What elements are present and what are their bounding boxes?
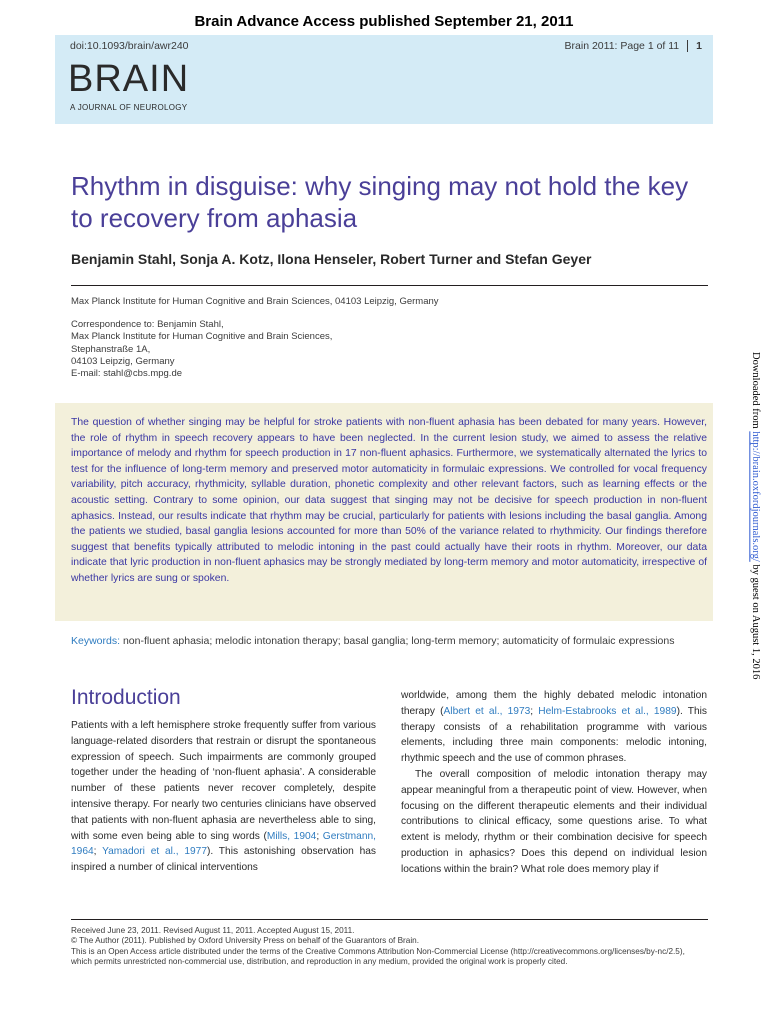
- paragraph-text: worldwide, among them the highly debated melodic intonation therapy (: [401, 690, 707, 717]
- correspondence-line: 04103 Leipzig, Germany: [71, 355, 175, 367]
- paragraph-text: Patients with a left hemisphere stroke frequently suffer from various language-related disorders that restrain or disrupt the spontaneous expression of speech. Such impairments are commonly grouped together under the heading of ‘non-fluent aphasia’. A considerable number of these patients never recover completely, despite intensive therapy. For nearly two centuries clinicians have observed that patients with non-fluent aphasia are nevertheless able to sing, with some even being able to sing words (: [71, 720, 376, 842]
- citation-link[interactable]: Mills, 1904: [266, 830, 317, 842]
- correspondence-line: Max Planck Institute for Human Cognitive and Brain Sciences,: [71, 331, 333, 343]
- keywords: [71, 635, 675, 647]
- paragraph: [71, 718, 376, 876]
- footer-line: which permits unrestricted non-commercial use, distribution, and reproduction in any medium, provided the original work is properly cited.: [71, 957, 568, 967]
- citation-link[interactable]: Yamadori et al., 1977: [102, 846, 207, 858]
- keywords-label: Keywords:: [71, 635, 121, 647]
- correspondence-line: Correspondence to: Benjamin Stahl,: [71, 319, 224, 330]
- citation-link[interactable]: Gerstmann, 1964: [71, 830, 376, 858]
- journal-logo: BRAIN: [68, 58, 190, 100]
- download-notice-text: [750, 352, 761, 679]
- footer-notes: [71, 926, 711, 968]
- correspondence-email[interactable]: E-mail: stahl@cbs.mpg.de: [71, 368, 183, 380]
- doi[interactable]: doi:10.1093/brain/awr240: [70, 40, 189, 52]
- keywords-list: non-fluent aphasia; melodic intonation therapy; basal ganglia; long-term memory; automaticity of formulaic expressions: [122, 635, 675, 647]
- introduction-heading: Introduction: [71, 686, 181, 709]
- citation-separator: ;: [316, 830, 323, 842]
- body-column-left: [71, 718, 376, 876]
- download-suffix: by guest on August 1, 2016: [750, 561, 761, 680]
- citation-link[interactable]: Albert et al., 1973: [443, 705, 531, 717]
- footer-line: Received June 23, 2011. Revised August 11, 2011. Accepted August 15, 2011.: [71, 926, 355, 935]
- correspondence: [71, 319, 332, 380]
- footer-line: © The Author (2011). Published by Oxford University Press on behalf of the Guarantors of Brain.: [71, 936, 419, 946]
- author-list: Benjamin Stahl, Sonja A. Kotz, Ilona Henseler, Robert Turner and Stefan Geyer: [71, 251, 592, 267]
- page-info-text: Brain 2011: Page 1 of 11: [564, 40, 680, 52]
- footer-divider: [71, 919, 708, 920]
- affiliation: Max Planck Institute for Human Cognitive and Brain Sciences, 04103 Leipzig, Germany: [71, 296, 439, 307]
- page-info: [565, 40, 702, 52]
- article-title: Rhythm in disguise: why singing may not hold the key to recovery from aphasia: [71, 171, 689, 233]
- divider: [71, 285, 708, 286]
- page-number: 1: [687, 40, 702, 52]
- footer-line: This is an Open Access article distributed under the terms of the Creative Commons Attribution Non-Commercial License (http://creativecommons.org/licenses/by-nc/2.5),: [71, 946, 685, 956]
- download-prefix: Downloaded from: [750, 352, 761, 432]
- journal-logo-subtitle: A JOURNAL OF NEUROLOGY: [70, 103, 188, 112]
- download-notice: [750, 352, 762, 679]
- citation-separator: ;: [530, 705, 539, 717]
- correspondence-line: Stephanstraße 1A,: [71, 343, 151, 355]
- paragraph: [401, 688, 707, 767]
- citation-link[interactable]: Helm-Estabrooks et al., 1989: [538, 705, 677, 717]
- advance-access-banner: Brain Advance Access published September 21, 2011: [194, 13, 574, 30]
- abstract-text: The question of whether singing may be helpful for stroke patients with non-fluent aphasia has been debated for many years. However, the role of rhythm in speech recovery appears to have been neglected. In the current lesion study, we aimed to assess the relative importance of melody and rhythm for speech production in 17 non-fluent aphasics. Furthermore, we systematically alternated the lyrics to test for the influence of long-term memory and preserved motor automaticity in formulaic expressions. We controlled for vocal frequency variability, pitch accuracy, rhythmicity, syllable duration, phonetic complexity and other relevant factors, such as learning effects or the acoustic setting. Contrary to some opinion, our data suggest that singing may not be decisive for speech production in non-fluent aphasics. Instead, our results indicate that rhythm may be crucial, particularly for patients with lesions including the basal ganglia. Among the patients we studied, basal ganglia lesions accounted for more than 50% of the variance related to rhythmicity. Our findings therefore suggest that benefits typically attributed to melodic intoning in the past could actually have their roots in rhythm. Moreover, our data indicate that lyric production in non-fluent aphasics may be strongly mediated by long-term memory and motor automaticity, irrespective of whether lyrics are sung or spoken.: [71, 417, 707, 584]
- paragraph-text: ). This therapy consists of a rehabilitation programme with various elements, including three main components: melodic intoning, rhythmic speech and the use of common phrases.: [401, 705, 707, 765]
- paragraph: The overall composition of melodic intonation therapy may appear meaningful from a therapeutic point of view. However, when focusing on the different therapeutic elements and their individual contributions to clinical efficacy, some questions arise. To what extent is melody, rhythm or their combination decisive for speech production in aphasics? Does this depend on individual lesion locations within the brain? What role does memory play if: [401, 768, 707, 875]
- body-column-right: [401, 688, 707, 878]
- paragraph-text: ). This astonishing observation has inspired a number of clinical interventions: [71, 846, 376, 874]
- citation-separator: ;: [93, 846, 103, 858]
- download-link[interactable]: http://brain.oxfordjournals.org/: [750, 431, 761, 562]
